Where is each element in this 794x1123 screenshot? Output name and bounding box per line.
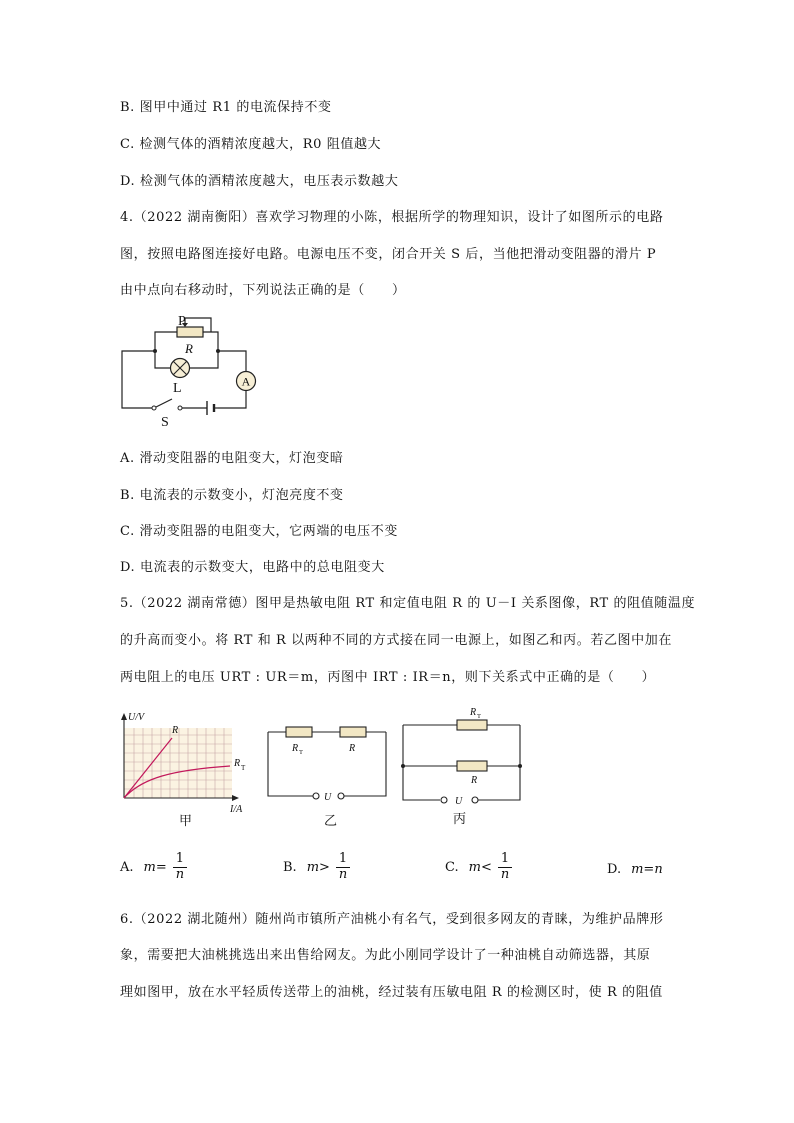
- q5-option-c: [445, 852, 512, 883]
- q4-option-c: C. 滑动变阻器的电阻变大，它两端的电压不变: [120, 524, 398, 539]
- resistor-rt-label: R: [292, 743, 299, 754]
- resistor-r: [457, 761, 487, 771]
- q4-option-a: A. 滑动变阻器的电阻变大，灯泡变暗: [120, 451, 344, 466]
- slider-label-p: P: [178, 314, 186, 329]
- option-operator: =: [155, 859, 167, 875]
- ammeter-label: A: [241, 374, 251, 389]
- curve-r-label: R: [172, 725, 179, 736]
- terminal-right: [472, 797, 478, 803]
- option-operator: >: [319, 859, 330, 875]
- q5-text-line-3: 两电阻上的电压 URT : UR＝m，丙图中 IRT : IR＝n，则下关系式中正确的是（ ）: [120, 670, 656, 685]
- option-letter: B.: [283, 859, 297, 875]
- option-lhs: m: [143, 859, 156, 875]
- q5-option-b: [283, 852, 350, 883]
- option-operator: =: [643, 862, 655, 877]
- option-lhs: m: [306, 859, 320, 875]
- resistor-r: [340, 727, 366, 737]
- q4-option-d: D. 电流表的示数变大，电路中的总电阻变大: [120, 560, 385, 575]
- resistor-r-label: R: [471, 775, 478, 786]
- option-lhs: m: [468, 859, 481, 875]
- option-operator: <: [480, 859, 492, 875]
- resistor-r-label: R: [349, 743, 356, 754]
- source-u-label: U: [324, 792, 332, 803]
- q3-option-b: B. 图甲中通过 R1 的电流保持不变: [120, 100, 332, 115]
- caption-jia: 甲: [179, 813, 193, 828]
- caption-yi: 乙: [324, 813, 338, 828]
- q5-circuit-yi: [264, 715, 394, 830]
- caption-bing: 丙: [453, 811, 467, 826]
- q4-text-line-1: 4.（2022 湖南衡阳）喜欢学习物理的小陈，根据所学的物理知识，设计了如图所示的电路: [120, 210, 664, 225]
- option-fraction: $\frac{1}{n}$: [173, 852, 187, 883]
- curve-rt-sub: T: [241, 764, 246, 772]
- option-lhs: m: [631, 862, 644, 877]
- q3-option-d: D. 检测气体的酒精浓度越大，电压表示数越大: [120, 174, 399, 189]
- source-u-label: U: [455, 796, 463, 807]
- curve-rt-label: R: [234, 758, 241, 769]
- q3-option-c: C. 检测气体的酒精浓度越大，R0 阻值越大: [120, 137, 382, 152]
- option-letter: C.: [445, 859, 459, 875]
- q4-text-line-3: 由中点向右移动时，下列说法正确的是（ ）: [120, 283, 406, 298]
- y-axis-label: U/V: [128, 712, 145, 723]
- q4-circuit-diagram: [110, 310, 270, 430]
- q6-text-line-3: 理如图甲，放在水平轻质传送带上的油桃，经过装有压敏电阻 R 的检测区时，使 R 的阻值: [120, 985, 663, 1000]
- resistor-rt: [457, 720, 487, 730]
- resistor-rt-label: R: [470, 707, 477, 718]
- q4-text-line-2: 图，按照电路图连接好电路。电源电压不变，闭合开关 S 后，当他把滑动变阻器的滑片 P: [120, 247, 657, 262]
- q5-circuit-bing: [400, 705, 526, 827]
- switch-label-s: S: [161, 415, 169, 430]
- resistor-rt-sub: T: [477, 713, 481, 720]
- q5-graph-jia: [112, 708, 262, 830]
- resistor-rt-sub: T: [299, 749, 303, 756]
- q6-text-line-1: 6.（2022 湖北随州）随州尚市镇所产油桃小有名气，受到很多网友的青睐，为维护品牌形: [120, 912, 664, 927]
- x-axis-label: I/A: [230, 804, 243, 815]
- terminal-right: [338, 793, 344, 799]
- lamp-icon: [171, 359, 190, 378]
- rheostat-label-r: R: [185, 341, 193, 356]
- q5-text-line-1: 5.（2022 湖南常德）图甲是热敏电阻 RT 和定值电阻 R 的 U－I 关系图像，RT 的阻值随温度: [120, 596, 696, 611]
- resistor-rt: [286, 727, 312, 737]
- q5-option-a: [120, 852, 187, 883]
- q4-option-b: B. 电流表的示数变小，灯泡亮度不变: [120, 488, 344, 503]
- option-letter: A.: [120, 859, 134, 875]
- q6-text-line-2: 象，需要把大油桃挑选出来出售给网友。为此小刚同学设计了一种油桃自动筛选器，其原: [120, 948, 651, 963]
- option-fraction: $\frac{1}{n}$: [336, 852, 350, 883]
- terminal-left: [441, 797, 447, 803]
- lamp-label-l: L: [173, 381, 182, 396]
- option-fraction: $\frac{1}{n}$: [498, 852, 512, 883]
- q5-option-d: [607, 862, 663, 877]
- q5-text-line-2: 的升高而变小。将 RT 和 R 以两种不同的方式接在同一电源上，如图乙和丙。若乙图中加在: [120, 633, 672, 648]
- option-rhs: n: [654, 862, 663, 877]
- ammeter-icon: [237, 372, 256, 391]
- terminal-left: [313, 793, 319, 799]
- option-letter: D.: [607, 862, 622, 877]
